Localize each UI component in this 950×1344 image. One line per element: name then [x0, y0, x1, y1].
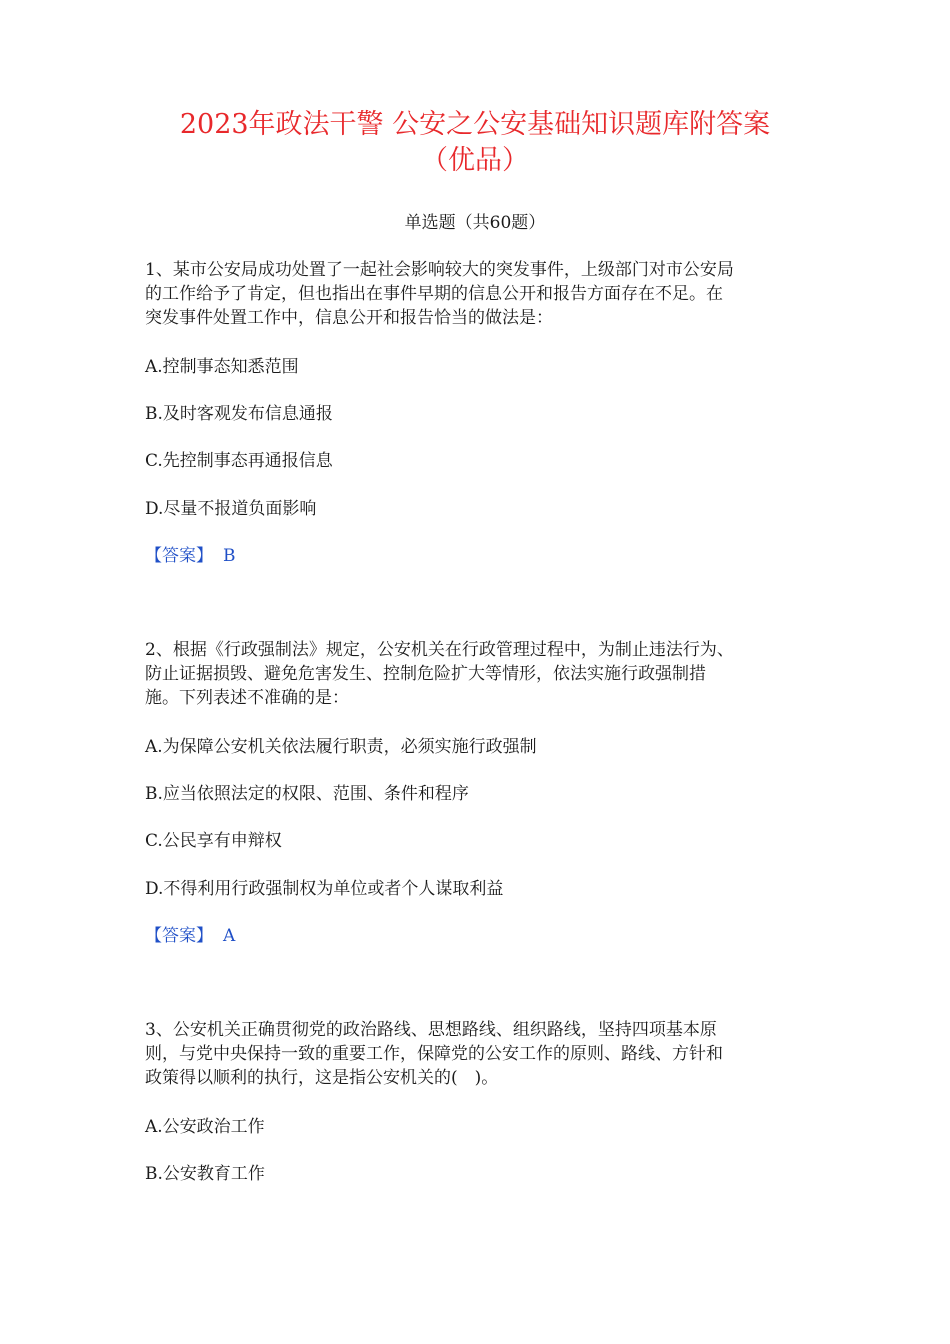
- section-heading: 单选题（共60题）: [404, 213, 546, 233]
- option-b: B.公安教育工作: [145, 1164, 265, 1184]
- option-a: A.为保障公安机关依法履行职责，必须实施行政强制: [145, 737, 537, 757]
- question-stem: [145, 638, 815, 710]
- question-stem-line: 2、根据《行政强制法》规定，公安机关在行政管理过程中，为制止违法行为、: [145, 640, 734, 660]
- option-d: D.不得利用行政强制权为单位或者个人谋取利益: [145, 879, 504, 899]
- question-stem-line: 突发事件处置工作中，信息公开和报告恰当的做法是：: [145, 308, 553, 328]
- question-stem-line: 政策得以顺利的执行，这是指公安机关的( )。: [145, 1068, 499, 1088]
- answer-label: 【答案】: [145, 546, 213, 566]
- document-title-line-1: 2023年政法干警 公安之公安基础知识题库附答案: [179, 109, 771, 140]
- option-b: B.及时客观发布信息通报: [145, 404, 333, 424]
- question-stem: [145, 258, 815, 330]
- option-c: C.先控制事态再通报信息: [145, 451, 333, 471]
- question-stem-line: 的工作给予了肯定，但也指出在事件早期的信息公开和报告方面存在不足。在: [145, 284, 723, 304]
- answer-line: [145, 544, 236, 568]
- question-stem-line: 1、某市公安局成功处置了一起社会影响较大的突发事件，上级部门对市公安局: [145, 260, 734, 280]
- question-stem: [145, 1018, 815, 1090]
- option-d: D.尽量不报道负面影响: [145, 499, 317, 519]
- question-stem-line: 施。下列表述不准确的是：: [145, 688, 349, 708]
- option-c: C.公民享有申辩权: [145, 831, 282, 851]
- option-b: B.应当依照法定的权限、范围、条件和程序: [145, 784, 469, 804]
- answer-label: 【答案】: [145, 926, 213, 946]
- answer-value: A: [223, 926, 236, 946]
- answer-line: [145, 924, 235, 948]
- option-a: A.控制事态知悉范围: [145, 357, 299, 377]
- answer-value: B: [223, 546, 236, 566]
- document-title-line-2: （优品）: [421, 145, 529, 176]
- question-stem-line: 则，与党中央保持一致的重要工作，保障党的公安工作的原则、路线、方针和: [145, 1044, 723, 1064]
- option-a: A.公安政治工作: [145, 1117, 265, 1137]
- question-stem-line: 防止证据损毁、避免危害发生、控制危险扩大等情形，依法实施行政强制措: [145, 664, 706, 684]
- question-stem-line: 3、公安机关正确贯彻党的政治路线、思想路线、组织路线，坚持四项基本原: [145, 1020, 717, 1040]
